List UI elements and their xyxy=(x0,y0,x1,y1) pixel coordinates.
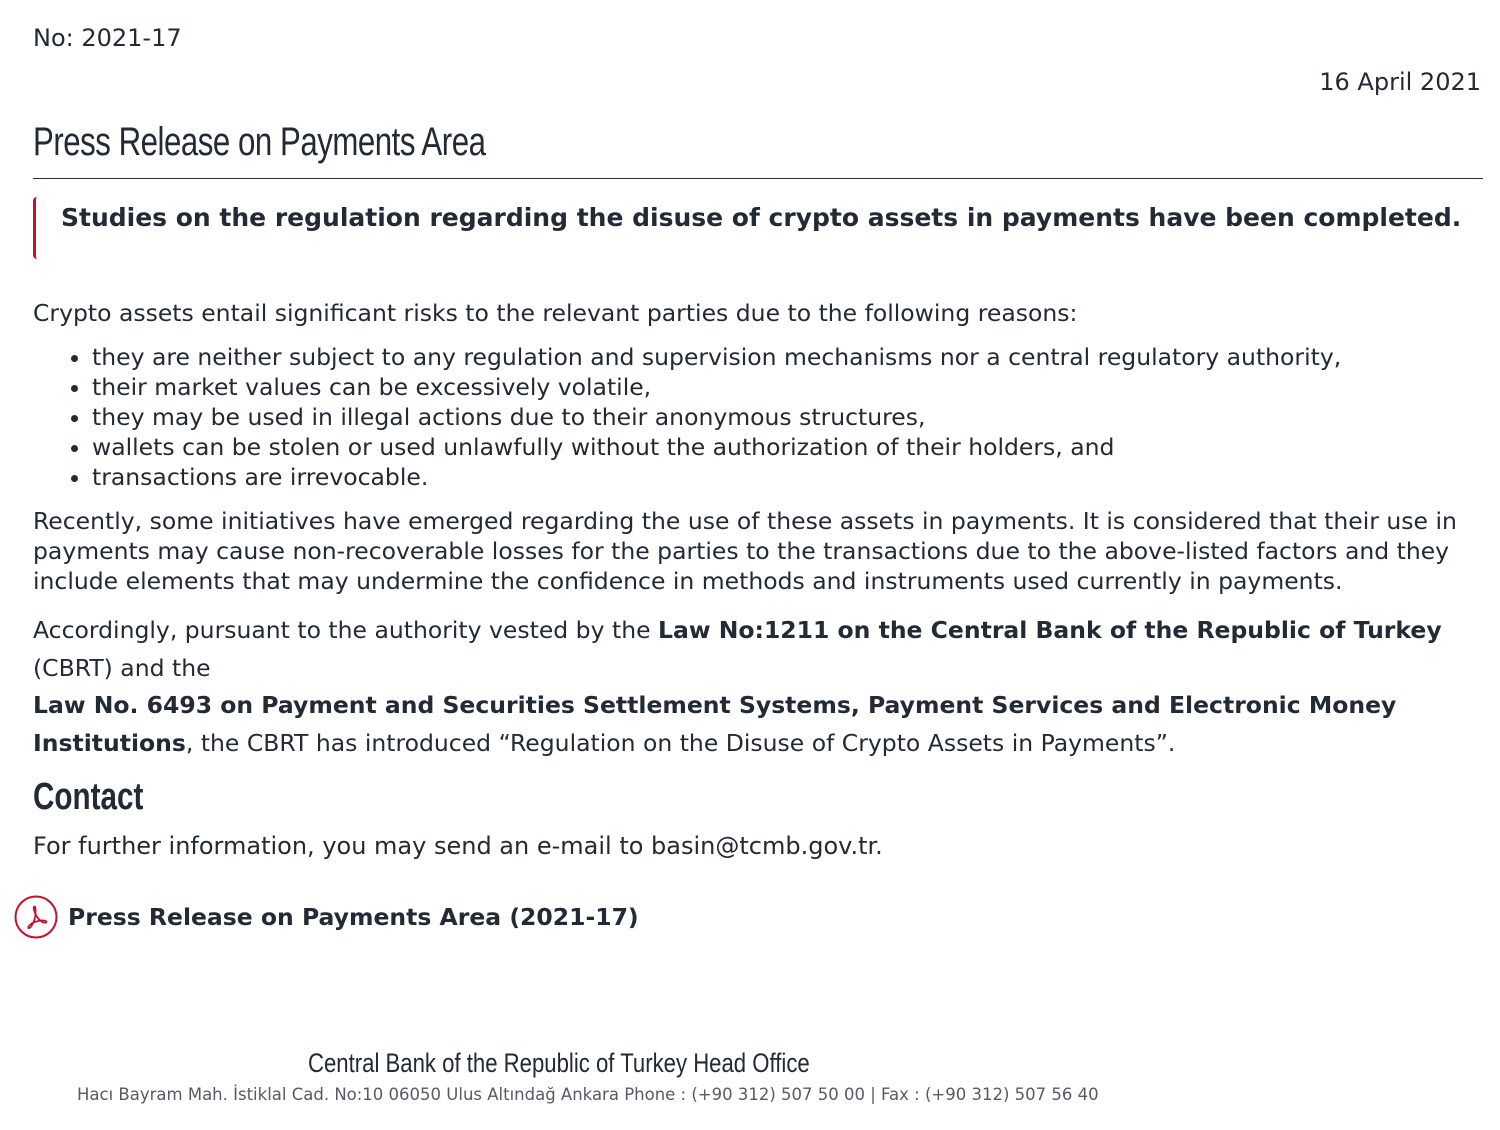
list-item: • they are neither subject to any regulation and supervision mechanisms nor a central regulatory authority, xyxy=(92,342,1473,372)
lead-callout xyxy=(33,197,1476,259)
contact-heading: Contact xyxy=(33,776,144,818)
law-6493-reference: Law No. 6493 on Payment and Securities Settlement Systems, Payment Services and Electronic Money Institutions xyxy=(33,691,1397,757)
lead-text: Studies on the regulation regarding the disuse of crypto assets in payments have been completed. xyxy=(61,203,1462,232)
reasons-list xyxy=(33,342,1473,492)
footer-title: Central Bank of the Republic of Turkey Head Office xyxy=(308,1048,810,1078)
authority-text-2: (CBRT) and the xyxy=(33,653,211,682)
footer-address: Hacı Bayram Mah. İstiklal Cad. No:10 06050 Ulus Altındağ Ankara Phone : (+90 312) 507 50 00 | Fax : (+90 312) 507 56 40 xyxy=(77,1085,1099,1104)
law-1211-reference: Law No:1211 on the Central Bank of the Republic of Turkey xyxy=(658,616,1442,644)
pdf-link-label: Press Release on Payments Area (2021-17) xyxy=(68,903,639,931)
body-content xyxy=(33,298,1473,762)
intro-paragraph: Crypto assets entail significant risks to the relevant parties due to the following reasons: xyxy=(33,299,1078,327)
contact-text: For further information, you may send an e-mail to basin@tcmb.gov.tr. xyxy=(33,832,883,860)
authority-text-3: , the CBRT has introduced “Regulation on the Disuse of Crypto Assets in Payments”. xyxy=(185,728,1176,757)
pdf-download-link[interactable] xyxy=(14,894,639,940)
page-title: Press Release on Payments Area xyxy=(33,120,486,164)
paragraph-initiatives: Recently, some initiatives have emerged regarding the use of these assets in payments. It is considered that their use in payments may cause non-recoverable losses for the parties to the transactions due to the above-listed factors and they include elements that may undermine the confidence in methods and instruments used currently in payments. xyxy=(33,507,1457,595)
list-item: • transactions are irrevocable. xyxy=(92,462,1473,492)
document-number: No: 2021-17 xyxy=(33,24,182,52)
list-item: • wallets can be stolen or used unlawfully without the authorization of their holders, and xyxy=(92,432,1473,462)
document-date: 16 April 2021 xyxy=(1319,68,1481,96)
title-divider xyxy=(33,178,1483,179)
pdf-icon xyxy=(14,895,58,939)
list-item: • they may be used in illegal actions due to their anonymous structures, xyxy=(92,402,1473,432)
list-item: • their market values can be excessively volatile, xyxy=(92,372,1473,402)
paragraph-authority xyxy=(33,612,1473,762)
authority-text-1: Accordingly, pursuant to the authority vested by the xyxy=(33,616,659,644)
